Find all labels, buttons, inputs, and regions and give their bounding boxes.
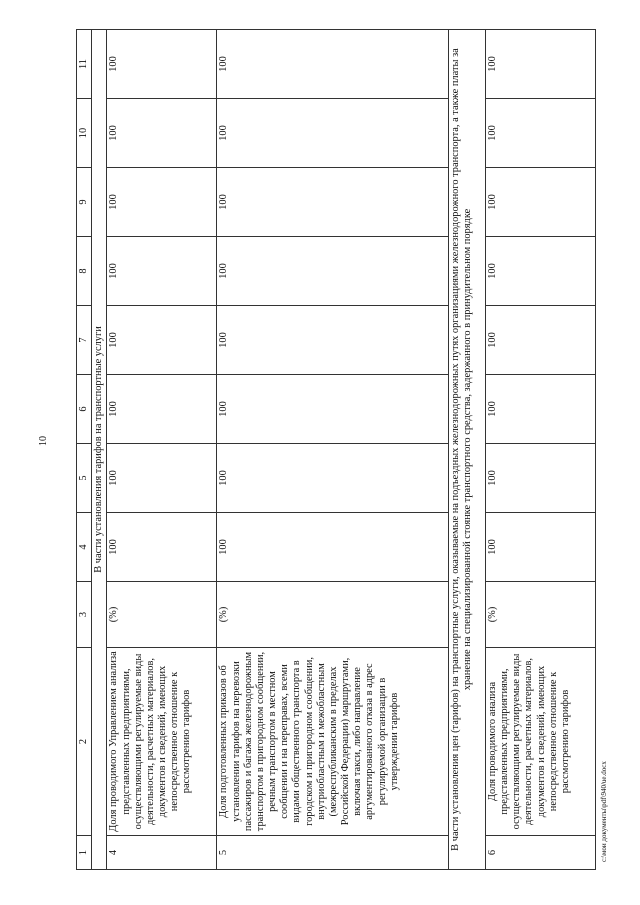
value-cell: 100 [217, 444, 449, 513]
value-cell: 100 [217, 375, 449, 444]
value-cell: 100 [485, 444, 595, 513]
row-description: Доля подготовленных приказов об установлении тарифов на перевозки пассажиров и багажа железнодорожным транспортом в пригородном сообщении, речным транспортом в местном сообщении и на переправах, всеми видами общественного транспорта в городском и пригородном сообщении, внутриобластным и межобластным (межреспубликанским в пределах Российской Федерации) маршрутами, включая такси, либо направление аргументированного отказа в адрес регулируемой организации в утверждении тарифов [217, 648, 449, 836]
row-unit: (%) [217, 582, 449, 648]
header-cell: 8 [77, 237, 92, 306]
header-cell: 6 [77, 375, 92, 444]
value-cell: 100 [485, 513, 595, 582]
header-cell: 5 [77, 444, 92, 513]
table-row [217, 30, 449, 870]
value-cell: 100 [107, 306, 217, 375]
indicators-table [76, 29, 596, 870]
header-cell: 1 [77, 836, 92, 870]
value-cell: 100 [107, 513, 217, 582]
value-cell: 100 [485, 306, 595, 375]
table-row [485, 30, 595, 870]
header-cell: 2 [77, 648, 92, 836]
value-cell: 100 [217, 168, 449, 237]
row-unit: (%) [107, 582, 217, 648]
value-cell: 100 [217, 99, 449, 168]
section-title: В части установления тарифов на транспортные услуги [92, 30, 107, 870]
section-title: В части установления цен (тарифов) на транспортные услуги, оказываемые на подъездных железнодорожных путях организациями железнодорожного транспорта, а также платы за хранение на специализированной стоянке транспортного средства, задержанного в принудительном порядке [448, 30, 485, 870]
value-cell: 100 [485, 237, 595, 306]
value-cell: 100 [217, 306, 449, 375]
value-cell: 100 [485, 30, 595, 99]
value-cell: 100 [107, 30, 217, 99]
value-cell: 100 [107, 444, 217, 513]
footer-file-path: c:\мои документы\pdf\940/ue.docx [600, 761, 608, 862]
value-cell: 100 [107, 375, 217, 444]
value-cell: 100 [107, 168, 217, 237]
value-cell: 100 [107, 99, 217, 168]
section-row [448, 30, 485, 870]
header-row [77, 30, 92, 870]
row-description: Доля проводимого анализа представленных предприятиями, осуществляющими регулируемые виды деятельности, расчетных материалов, документов и сведений, имеющих непосредственное отношение к рассмотрению тарифов [485, 648, 595, 836]
header-cell: 4 [77, 513, 92, 582]
table-row [107, 30, 217, 870]
rotated-table-wrapper [76, 30, 596, 870]
value-cell: 100 [217, 30, 449, 99]
header-cell: 11 [77, 30, 92, 99]
row-number: 4 [107, 836, 217, 870]
header-cell: 3 [77, 582, 92, 648]
page-number: 10 [38, 436, 49, 446]
row-description: Доля проводимого Управлением анализа представленных предприятиями, осуществляющими регулируемые виды деятельности, расчетных материалов, документов и сведений, имеющих непосредственное отношение к рассмотрению тарифов [107, 648, 217, 836]
value-cell: 100 [485, 168, 595, 237]
row-number: 6 [485, 836, 595, 870]
header-cell: 9 [77, 168, 92, 237]
value-cell: 100 [485, 99, 595, 168]
value-cell: 100 [485, 375, 595, 444]
value-cell: 100 [107, 237, 217, 306]
row-unit: (%) [485, 582, 595, 648]
value-cell: 100 [217, 237, 449, 306]
header-cell: 7 [77, 306, 92, 375]
header-cell: 10 [77, 99, 92, 168]
row-number: 5 [217, 836, 449, 870]
value-cell: 100 [217, 513, 449, 582]
section-row [92, 30, 107, 870]
